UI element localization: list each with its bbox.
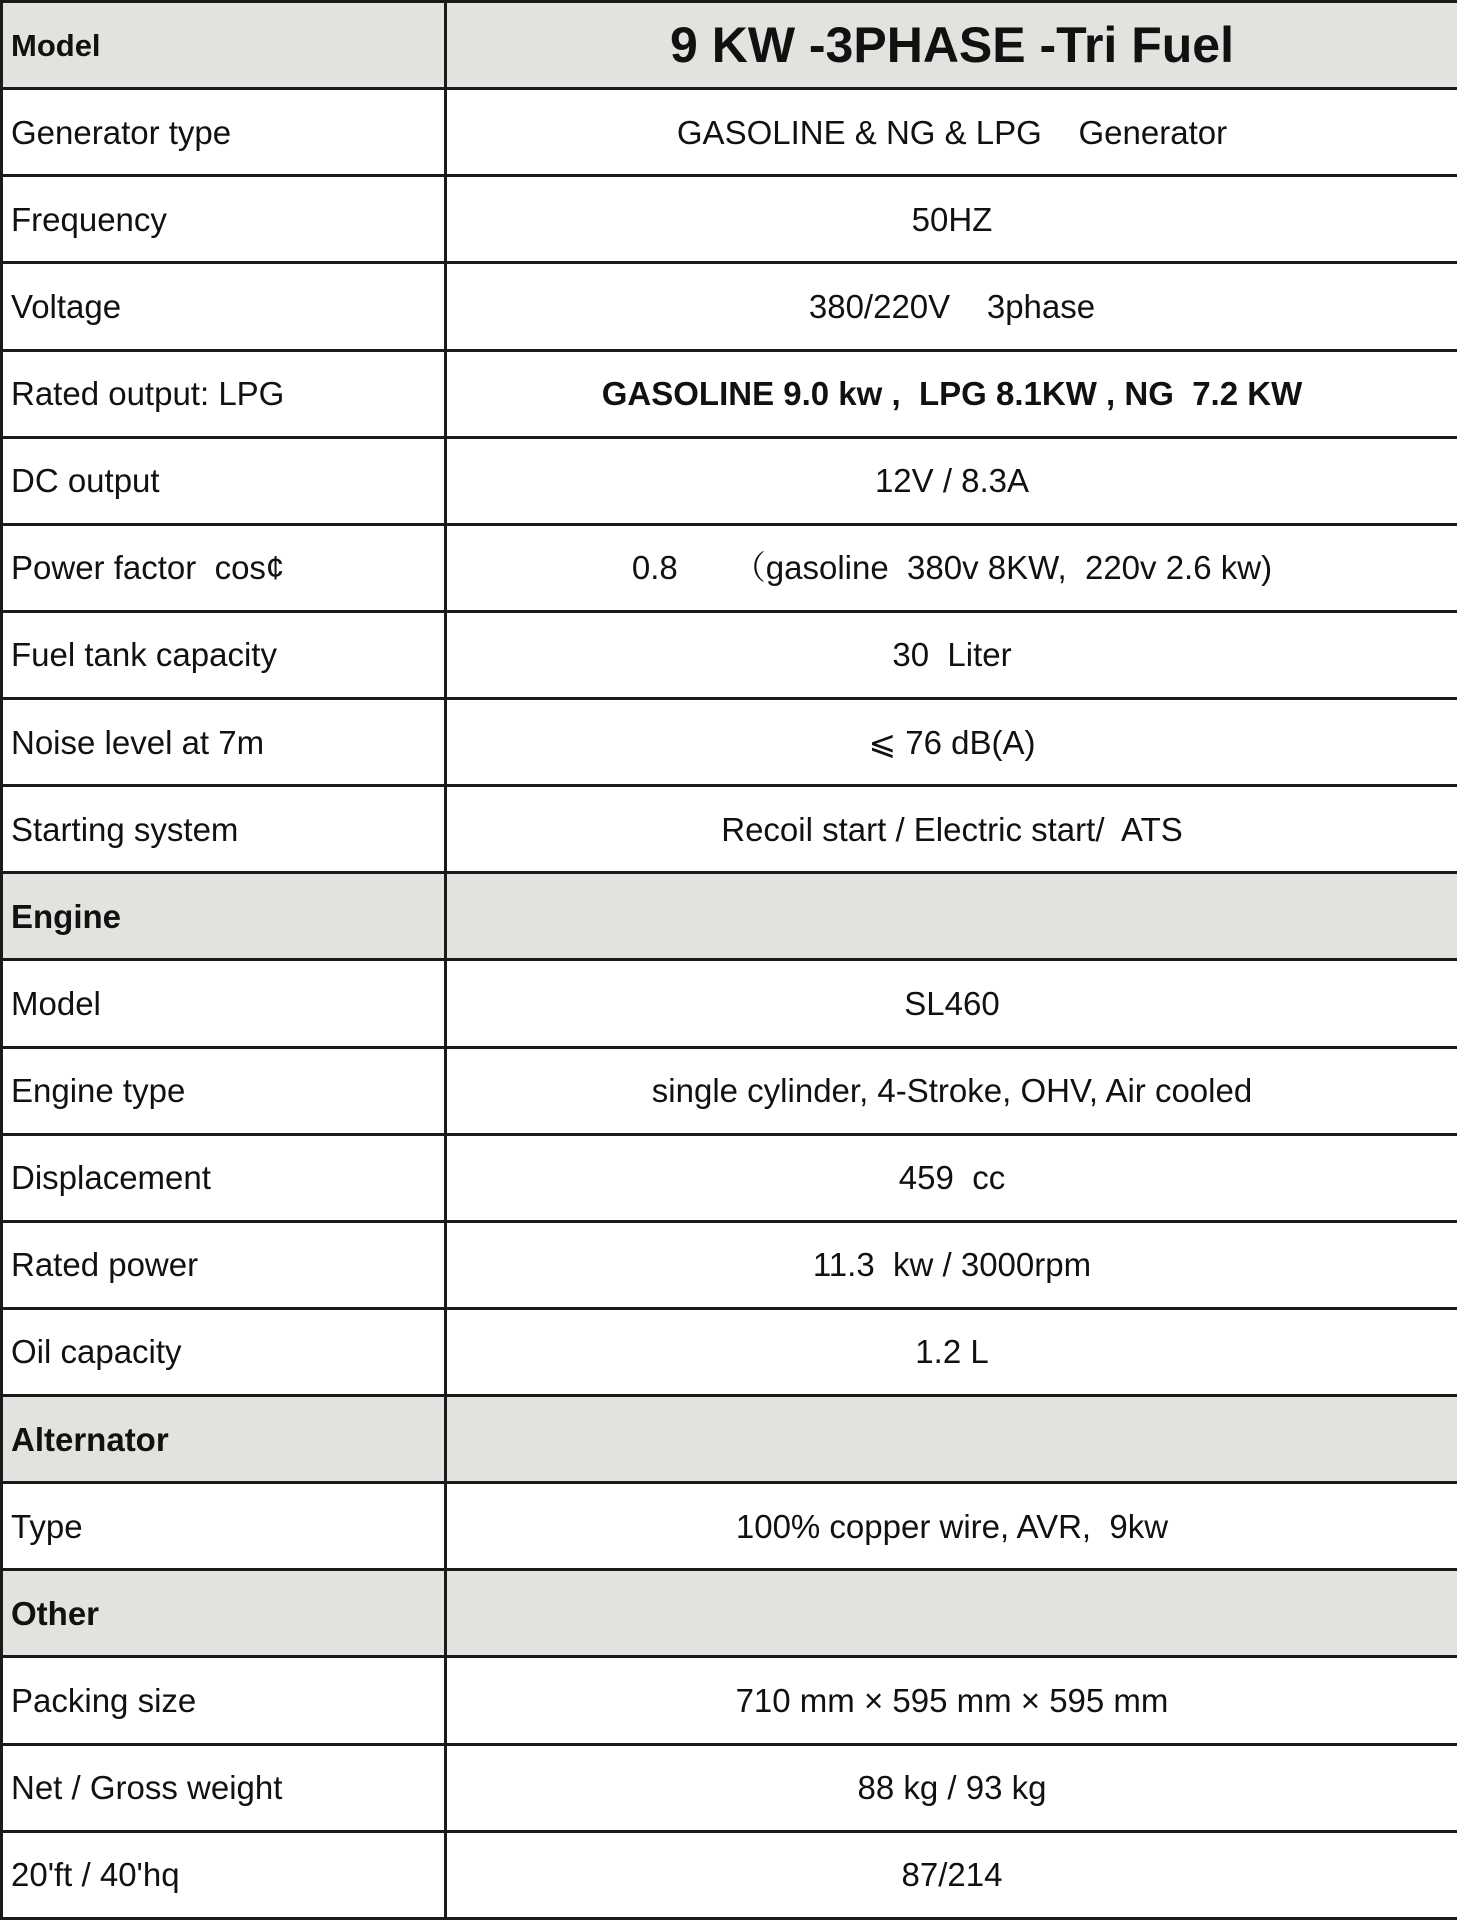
noise-level-value: ⩽ 76 dB(A): [446, 699, 1457, 786]
section-row-engine: [2, 873, 1457, 960]
power-factor-value: 0.8 （gasoline 380v 8KW, 220v 2.6 kw): [446, 524, 1457, 611]
voltage-value: 380/220V 3phase: [446, 263, 1457, 350]
packing-size-label: Packing size: [2, 1657, 446, 1744]
table-row: [2, 786, 1457, 873]
fuel-tank-value: 30 Liter: [446, 611, 1457, 698]
table-row: [2, 1831, 1457, 1918]
weight-label: Net / Gross weight: [2, 1744, 446, 1831]
rated-power-value: 11.3 kw / 3000rpm: [446, 1221, 1457, 1308]
starting-system-label: Starting system: [2, 786, 446, 873]
table-row: [2, 1657, 1457, 1744]
table-row: [2, 1308, 1457, 1395]
noise-level-label: Noise level at 7m: [2, 699, 446, 786]
engine-model-value: SL460: [446, 960, 1457, 1047]
rated-power-label: Rated power: [2, 1221, 446, 1308]
power-factor-label: Power factor cos¢: [2, 524, 446, 611]
displacement-value: 459 cc: [446, 1134, 1457, 1221]
engine-type-label: Engine type: [2, 1047, 446, 1134]
table-row: [2, 960, 1457, 1047]
header-row: [2, 2, 1457, 89]
weight-value: 88 kg / 93 kg: [446, 1744, 1457, 1831]
dc-output-label: DC output: [2, 437, 446, 524]
alternator-type-value: 100% copper wire, AVR, 9kw: [446, 1483, 1457, 1570]
rated-output-value: GASOLINE 9.0 kw , LPG 8.1KW , NG 7.2 KW: [446, 350, 1457, 437]
table-row: [2, 263, 1457, 350]
section-empty-cell: [446, 873, 1457, 960]
section-heading-other: Other: [2, 1570, 446, 1657]
model-title: 9 KW -3PHASE -Tri Fuel: [446, 2, 1457, 89]
rated-output-label: Rated output: LPG: [2, 350, 446, 437]
container-qty-label: 20'ft / 40'hq: [2, 1831, 446, 1918]
displacement-label: Displacement: [2, 1134, 446, 1221]
table-row: [2, 437, 1457, 524]
fuel-tank-label: Fuel tank capacity: [2, 611, 446, 698]
section-row-alternator: [2, 1396, 1457, 1483]
frequency-label: Frequency: [2, 176, 446, 263]
starting-system-value: Recoil start / Electric start/ ATS: [446, 786, 1457, 873]
table-row: [2, 350, 1457, 437]
engine-type-value: single cylinder, 4-Stroke, OHV, Air cooled: [446, 1047, 1457, 1134]
packing-size-value: 710 mm × 595 mm × 595 mm: [446, 1657, 1457, 1744]
engine-model-label: Model: [2, 960, 446, 1047]
section-heading-engine: Engine: [2, 873, 446, 960]
oil-capacity-value: 1.2 L: [446, 1308, 1457, 1395]
table-row: [2, 176, 1457, 263]
section-empty-cell: [446, 1396, 1457, 1483]
table-row: [2, 1483, 1457, 1570]
oil-capacity-label: Oil capacity: [2, 1308, 446, 1395]
table-row: [2, 524, 1457, 611]
table-row: [2, 1221, 1457, 1308]
section-row-other: [2, 1570, 1457, 1657]
table-row: [2, 1134, 1457, 1221]
section-heading-alternator: Alternator: [2, 1396, 446, 1483]
table-row: [2, 699, 1457, 786]
table-row: [2, 1744, 1457, 1831]
alternator-type-label: Type: [2, 1483, 446, 1570]
voltage-label: Voltage: [2, 263, 446, 350]
table-row: [2, 1047, 1457, 1134]
container-qty-value: 87/214: [446, 1831, 1457, 1918]
dc-output-value: 12V / 8.3A: [446, 437, 1457, 524]
header-label: Model: [2, 2, 446, 89]
generator-type-label: Generator type: [2, 89, 446, 176]
frequency-value: 50HZ: [446, 176, 1457, 263]
section-empty-cell: [446, 1570, 1457, 1657]
generator-type-value: GASOLINE & NG & LPG Generator: [446, 89, 1457, 176]
table-row: [2, 89, 1457, 176]
table-row: [2, 611, 1457, 698]
